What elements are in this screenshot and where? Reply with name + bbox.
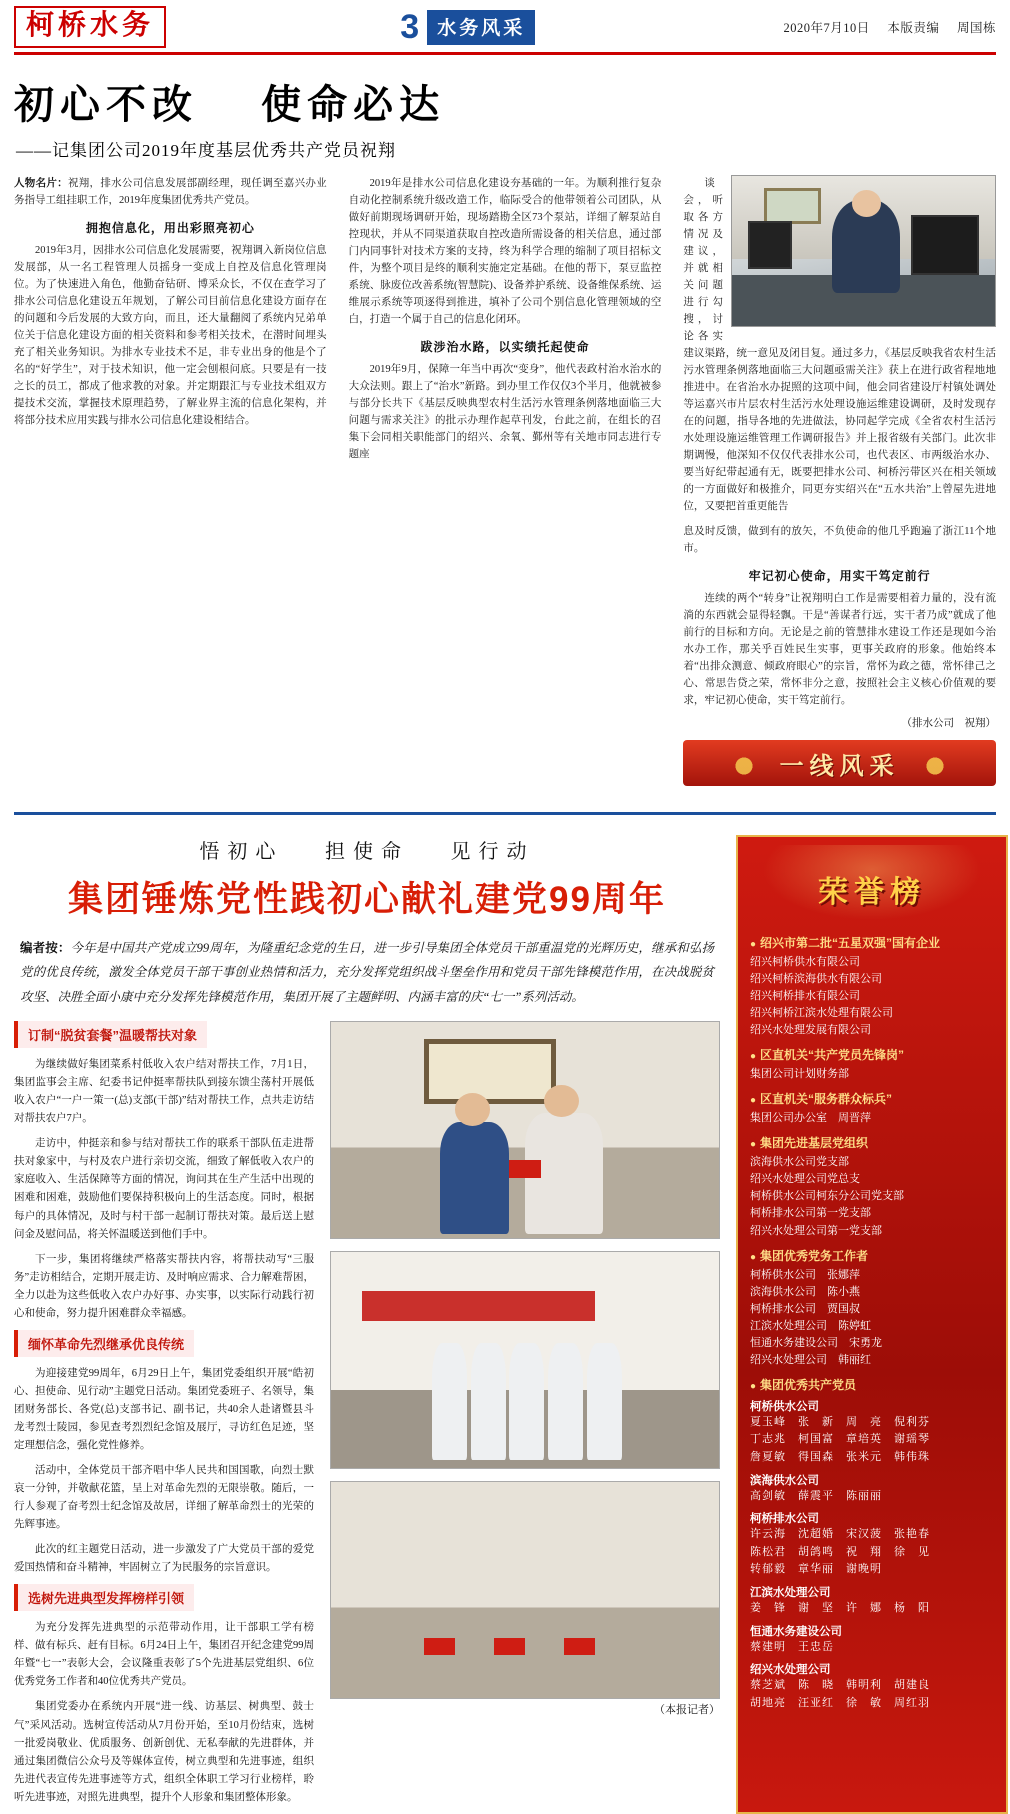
article-columns: [14, 175, 996, 521]
honor-names: 姜 锋 谢 坚 许 娜 杨 阳: [750, 1602, 930, 1614]
editor-note-text: 今年是中国共产党成立99周年，为隆重纪念党的生日，进一步引导集团全体党员干部重温党的光辉历史，继承和弘扬党的优良传统，激发全体党员干部干事创业热情和活力，充分发挥党组织战斗堡垒作用和党员干部先锋模范作用，在决战脱贫攻坚、决胜全面小康中充分发挥先锋模范作用，集团开展了主题鲜明、内涵丰富的庆“七一”系列活动。: [20, 941, 714, 1004]
honor-item: 集团公司办公室 周晋萍: [750, 1112, 871, 1125]
feature-paragraph: 集团党委办在系统内开展“进一线、访基层、树典型、鼓士气”采风活动。选树宣传活动从7月份开始，至10月份结束，选树一批爱岗敬业、优质服务、创新创优、无私奉献的先进群体，并通过集团微信公众号及等媒体宣传，树立典型和先进事迹，组织先进代表宣传先进事迹等方式，组织全体职工学习行业榜样，聆听先进事迹，对照先进典型，提升个人形象和集团整体形象。: [14, 1701, 314, 1803]
honor-names: 转郁毅 章华丽 谢晚明: [750, 1563, 882, 1576]
article-paragraph: 2019年3月，因排水公司信息化发展需要，祝翔调入新岗位信息发展部，从一名工程管理人员摇身一变成上自控及信息化管理岗位。为了快速进入角色，他勤奋钻研、博采众长，不仅在查学习了排水公司信息化建设五年规划，了解公司目前信息化建设方面存在的问题和今后发展的大致方向，而且，还大量翻阅了系统内兄弟单位关于信息化建设方面的相关资料和参考相关技术，在潜时间埋头充了相关业务知识。为排水专业技术不足，非专业出身的他是个了名的“好学生”，对于技术知识，他一定会刨根问底。只要是有一技之长的员工，都成了他求教的对象。并定期跟汇与专业技术组双方提技术交流，掌握技术原理趋势，了解业界主流的信息化架构，并将部分技术应用实践与排水公司信息化建设相结合。: [14, 245, 327, 426]
honor-company: 柯桥排水公司: [750, 1513, 819, 1526]
honor-names: 詹夏敏 得国森 张米元 韩伟珠: [750, 1451, 930, 1464]
honor-item: 柯桥排水公司第一党支部: [750, 1207, 871, 1220]
lead-label: 人物名片：: [14, 178, 68, 189]
lead-article: [14, 55, 996, 786]
honor-names: 蔡建明 王忠岳: [750, 1640, 834, 1653]
feature-paragraph: 此次的红主题党日活动，进一步激发了广大党员干部的爱党爱国热情和奋斗精神，牢固树立了为民服务的宗旨意识。: [14, 1544, 314, 1574]
feature-text-column: [14, 1021, 314, 1814]
award-banner: [683, 740, 996, 786]
honor-group-title: ● 集团优秀党务工作者: [750, 1247, 994, 1264]
photo-caption: （本报记者）: [654, 1704, 720, 1717]
honor-item: 绍兴柯桥排水有限公司: [750, 990, 860, 1003]
masthead: [14, 0, 996, 55]
honor-item: 柯桥排水公司 贾国叔: [750, 1302, 860, 1315]
article-tail: [14, 523, 996, 786]
honor-names: 蔡芝斌 陈 晓 韩明利 胡建良: [750, 1679, 930, 1692]
feature-photo-donation: [330, 1021, 720, 1239]
article-photo-office: [731, 175, 996, 327]
honor-company: 绍兴水处理公司: [750, 1664, 831, 1677]
nameplate: 柯桥水务: [14, 6, 166, 48]
lead-text: 祝翔，排水公司信息发展部副经理，现任调至嘉兴办业务指导工组挂职工作，2019年度集团优秀共产党员。: [14, 178, 327, 206]
editor-note: [14, 936, 720, 1009]
honor-group-title: ● 绍兴市第二批“五星双强”国有企业: [750, 934, 994, 951]
publish-date: 2020年7月10日: [783, 21, 870, 35]
honor-group-title: ● 区直机关“共产党员先锋岗”: [750, 1046, 994, 1063]
article-paragraph: 连续的两个“转身”让祝翔明白工作是需要相着力量的，没有流淌的东西就会显得轻飘。干是“善谋者行远，实干者乃成”就成了他前行的目标和方向。无论是之前的管慧排水建设工作还是现如今治水办工作，那关乎百姓民生实事，更事关政府的形象。他始终本着“出排众测意、倾政府眼心”的宗旨，常怀为政之德，常怀律己之心、常思告贷之荣，常怀非分之意，按照社会主义核心价值观的要求，牢记初心使命，实干笃定前行。: [683, 593, 996, 706]
article-column-2: [349, 175, 662, 521]
honor-item: 滨海供水公司党支部: [750, 1156, 849, 1169]
article-signature: （排水公司 祝翔）: [901, 718, 996, 729]
article-section-title-3: 牢记初心使命，用实干笃定前行: [748, 569, 931, 583]
honor-group-title: ● 区直机关“服务群众标兵”: [750, 1090, 994, 1107]
tail-spacer-2: [349, 523, 662, 786]
article-paragraph: 2019年9月，保障一年当中再次“变身”，他代表政村治水治水的大众法则。跟上了“治水”新路。到办里工作仅仅3个半月，他就被参与部分长共下《基层反映典型农村生活污水管理条例落地面临三大问题与需求关注》的批示办理作起草刊发，台此之前，在组长的召集下会同相关职能部门的绍兴、余氧、鄞州等有关地市同志进行专题座: [348, 364, 662, 460]
honor-roll-panel: [736, 835, 1008, 1814]
honor-item: 绍兴水处理发展有限公司: [750, 1024, 871, 1037]
honor-roll-body: [748, 934, 996, 1712]
article-paragraph: 谈会，听取各方情况及建议，并就相关问题进行勾搜，讨论各实建议渠路，统一意见及闭目复。通过多力，《基层反映我省农村生活污水管理条例落地面临三大问题亟需关注》获上在进行政省程地地推进中。在省治水办捉照的这项中间，他会同省建设厅村镇处调处等运嘉兴市片层农村生活污水处理设施运维建设调研，及时发现存在的问题，指导各地的先进做法，协同起学完成《全省农村生活污水处理设施运维管理工作调研报告》并上报省级有关部门。此次非期调慢，他深知不仅仅代表排水公司，也代表区、市两级治水办、要当好纪带起通有无，既要把排水公司、柯桥污带区兴在相关领域的一方面做好和极推介，同更夯实绍兴在“五水共治”上曾屋先进地位，又要把首重更能告: [683, 178, 996, 512]
editor-label: 本版责编: [887, 21, 940, 35]
feature-title: 集团锤炼党性践初心献礼建党99周年: [68, 880, 666, 919]
honor-item: 恒通水务建设公司 宋勇龙: [750, 1336, 882, 1349]
honor-roll-title: 荣誉榜: [748, 845, 996, 927]
feature-subhead-3: 选树先进典型发挥榜样引领: [14, 1584, 194, 1611]
article-column-4: [683, 523, 996, 786]
honor-item: 绍兴水处理公司党总支: [750, 1173, 860, 1186]
honor-company: 柯桥供水公司: [750, 1400, 819, 1413]
article-paragraph: 2019年是排水公司信息化建设夯基础的一年。为顺利推行复杂自动化控制系统升级改造工作，临际受合的他带领着公司团队，从做好前期现场调研开始，现场踏勘全区73个泵站，详细了解泵站自控现状，并从不同渠道获取自控改造所需设备的相关信息，通过部门内同事针对技术方案的支持，终为科学合理的缩制了项目招标文件，为整个项目是终的顺利实施定定基础。在他的帮下，泵豆监控系统、脉废位改善系统(智慧院)、设备养护系统、设备维保系统、运维展示系统等项逐得到推进，填补了公司个别信息化管理领域的空白，打造一个属于自己的信息化闭环。: [348, 178, 662, 325]
honor-names: 许云海 沈超婚 宋汉菠 张艳春: [750, 1528, 930, 1541]
honor-names: 高剑敏 薛震平 陈丽丽: [750, 1489, 882, 1502]
section-tag: 水务风采: [427, 10, 535, 45]
feature-section: [14, 815, 996, 1814]
honor-item: 柯桥供水公司柯东分公司党支部: [750, 1190, 904, 1203]
honor-group-title: ● 集团优秀共产党员: [750, 1376, 994, 1393]
award-banner-label: 一线风采: [779, 752, 900, 780]
article-section-title-2: 跋涉治水路，以实绩托起使命: [420, 340, 590, 354]
article-paragraph: 息及时反馈，做到有的放矢，不负使命的他几乎跑遍了浙江11个地市。: [683, 526, 996, 554]
feature-subhead-1: 订制“脱贫套餐”温暖帮扶对象: [14, 1021, 207, 1048]
feature-paragraph: 活动中，全体党员干部齐唱中华人民共和国国歌，向烈士默哀一分钟，并敬献花篮，呈上对革命先烈的无限崇敬。随后，一行人参观了奋考烈士纪念馆及故居，详细了解革命烈士的光荣的先辉事迹。: [14, 1465, 314, 1531]
feature-main: [14, 835, 720, 1814]
honor-item: 滨海供水公司 陈小燕: [750, 1285, 860, 1298]
feature-subhead-2: 缅怀革命先烈继承优良传统: [14, 1330, 194, 1357]
honor-names: 陈松君 胡鸽鸣 祝 翔 徐 见: [750, 1545, 930, 1558]
feature-body: [14, 1021, 720, 1814]
honor-names: 丁志兆 柯国富 章培英 谢瑶琴: [750, 1433, 930, 1446]
feature-photo-award: [330, 1481, 720, 1699]
honor-item: 绍兴柯桥滨海供水有限公司: [750, 973, 882, 986]
honor-names: 胡地亮 汪亚红 徐 敏 周红羽: [750, 1696, 930, 1709]
page-title: 初心不改 使命必达: [14, 83, 446, 127]
honor-group-title: ● 集团先进基层党组织: [750, 1134, 994, 1151]
honor-item: 柯桥供水公司 张娜萍: [750, 1268, 860, 1281]
honor-item: 集团公司计划财务部: [750, 1068, 849, 1081]
feature-photo-memorial: [330, 1251, 720, 1469]
feature-paragraph: 为迎接建党99周年，6月29日上午，集团党委组织开展“皓初心、担使命、见行动”主题党日活动。集团党委班子、名领导，集团财务部长、各党(总)支部书记、副书记，共40余人赴诸暨县斗龙考烈士陵园，参见查考烈烈纪念馆及展厅，寻访红色足迹，坚定理想信念，强化党性修养。: [14, 1367, 314, 1451]
editor-note-label: 编者按：: [20, 941, 71, 955]
tail-spacer-1: [14, 523, 327, 786]
honor-item: 绍兴水处理公司第一党支部: [750, 1224, 882, 1237]
article-column-1: [14, 175, 327, 521]
feature-paragraph: 下一步，集团将继续严格落实帮扶内容，将帮扶动写“三服务”走访相结合，定期开展走访、及时响应需求、合力解难帮困，全力以赴为这些低收入农户办好事、办实事，以实际行动践行初心和使命，努力提升困难群众幸福感。: [14, 1253, 314, 1319]
article-section-title-1: 拥抱信息化，用出彩照亮初心: [85, 221, 255, 235]
feature-kicker: 悟初心 担使命 见行动: [199, 841, 535, 863]
article-column-3: [683, 175, 996, 521]
feature-paragraph: 为充分发挥先进典型的示范带动作用，让干部职工学有榜样、做有标兵、赶有目标。6月24日上午，集团召开纪念建党99周年暨“七一”表彰大会，会议隆重表彰了5个先进基层党组织、6位优秀党务工作者和40位优秀共产党员。: [14, 1622, 314, 1688]
honor-company: 滨海供水公司: [750, 1474, 819, 1487]
masthead-meta: [769, 18, 996, 36]
honor-names: 夏玉峰 张 新 周 亮 倪利芬: [750, 1415, 930, 1428]
feature-paragraph: 走访中，仲挺亲和参与结对帮扶工作的联系干部队伍走进帮扶对象家中，与村及农户进行亲切交流，细致了解低收入农户的家庭收入、生活保障等方面的情况，询问其在生产生活中出现的困难和困难，鼓励他们要保持积极向上的生活态度。同时，根据每户的具体情况，及时与村干部一起制订帮扶对策。最后送上慰问金及慰问品，将关怀温暖送到他们手中。: [14, 1138, 314, 1240]
article-subtitle: ——记集团公司2019年度基层优秀共产党员祝翔: [16, 141, 396, 160]
honor-item: 绍兴柯桥江滨水处理有限公司: [750, 1007, 893, 1020]
honor-item: 绍兴柯桥供水有限公司: [750, 956, 860, 968]
feature-photo-stack: [330, 1021, 720, 1814]
feature-paragraph: 为继续做好集团菜系村低收入农户结对帮扶工作，7月1日，集团监事会主席、纪委书记仲挺率帮扶队到接东馈尘荡村开展低收入农户“一户一策一(总)支部(干部)”结对帮扶工作，点共走访结对帮扶农户7户。: [14, 1059, 314, 1125]
honor-item: 绍兴水处理公司 韩丽红: [750, 1353, 871, 1366]
honor-company: 恒通水务建设公司: [750, 1625, 842, 1638]
honor-item: 江滨水处理公司 陈婷虹: [750, 1319, 871, 1332]
editor-name: 周国栋: [956, 21, 996, 35]
page-number: 3: [400, 7, 420, 46]
honor-company: 江滨水处理公司: [750, 1587, 831, 1599]
lead-paragraph: [14, 175, 327, 209]
page-marker: [400, 8, 535, 47]
